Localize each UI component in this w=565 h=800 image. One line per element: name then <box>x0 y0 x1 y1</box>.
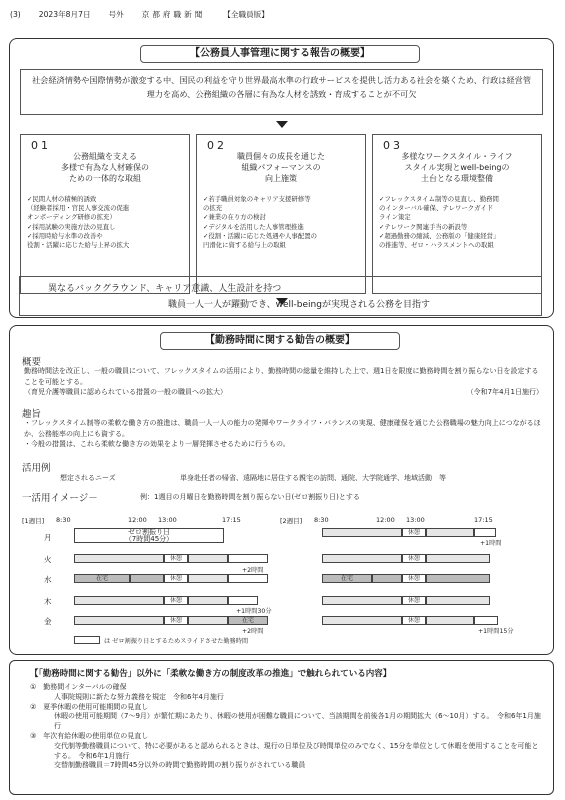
down-arrow-icon <box>276 121 288 128</box>
column-items: ✓フレックスタイム制等の見直し、勤務間 のインターバル確保、テレワークガイド ライン策定 ✓テレワーク関連手当の新設等 ✓超過勤務の縮減、公務版の「健康経営」 の推進等、ゼロ・ハラスメントへの取組 <box>379 195 500 250</box>
gaiyou-date: （令和7年4月1日施行） <box>466 388 543 396</box>
rest-bar: 休憩 <box>402 616 426 625</box>
report-summary: 社会経済情勢や国際情勢が激変する中、国民の利益を守り世界最高水準の行政サービスを提供し活力ある社会を築くため、行政は経営管理力を高め、公務組織の各層に有為な人材を誘致・育成することが不可欠 <box>20 69 543 115</box>
page-number: (3) <box>10 9 21 19</box>
list-item: ③ 年次有給休暇の使用単位の見直し <box>30 731 149 740</box>
legend-swatch <box>74 636 100 644</box>
rest-bar: 休憩 <box>402 554 426 563</box>
time-1715: 17:15 <box>474 516 493 524</box>
other-title: 【「勤務時間に関する勧告」以外に「柔軟な働き方の制度改革の推進」で触れられている内容】 <box>30 669 392 679</box>
edition-label: 【全職員版】 <box>223 9 269 19</box>
work-bar <box>426 528 474 537</box>
legend-note: は ゼロ割振り日とするためスライドさせた勤務時間 <box>104 638 249 645</box>
other-items-list <box>30 683 545 771</box>
masthead <box>10 8 555 20</box>
shushi-heading: 趣旨 <box>22 409 42 420</box>
list-item: 交替制勤務職員＝7時間45分以外の時間で勤務時間の割り振りがされている職員 <box>54 761 306 770</box>
advice-title: 【勤務時間に関する勧告の概要】 <box>160 332 400 350</box>
rest-bar: 休憩 <box>402 596 426 605</box>
work-bar <box>426 596 490 605</box>
work-bar <box>188 574 228 583</box>
image-desc: 例：1週目の月曜日を勤務時間を割り振らない日(ゼロ割振り日)とする <box>140 493 360 501</box>
work-bar <box>322 528 402 537</box>
image-heading: 一活用イメージ－ <box>22 493 98 504</box>
slide-bar <box>474 528 496 537</box>
work-bar <box>322 616 402 625</box>
issue-type: 号外 <box>108 9 124 19</box>
work-bar <box>74 554 164 563</box>
home-bar: 在宅 <box>74 574 130 583</box>
timeline-diagram <box>22 516 542 646</box>
report-title: 【公務員人事管理に関する報告の概要】 <box>140 45 420 63</box>
katsuyou-label: 想定されるニーズ <box>60 474 116 482</box>
work-bar <box>426 616 474 625</box>
home-bar: 在宅 <box>228 616 268 625</box>
rest-bar: 休憩 <box>164 596 188 605</box>
slide-bar <box>228 596 258 605</box>
gaiyou-heading: 概要 <box>22 357 42 368</box>
home-bar <box>426 574 490 583</box>
extra-time: +1時間 <box>480 540 502 547</box>
slide-bar <box>228 574 268 583</box>
time-1300: 13:00 <box>158 516 177 524</box>
work-bar <box>188 596 228 605</box>
conclusion-line-2: 職員一人一人が躍動でき、well-beingが実現される公務を目指す <box>168 300 430 310</box>
column-03 <box>372 134 542 294</box>
zero-label: ゼロ割振り日 <box>128 528 170 536</box>
work-bar <box>74 596 164 605</box>
list-item: ① 勤務間インターバルの確保 <box>30 683 127 691</box>
katsuyou-body: 単身赴任者の帰省、遠隔地に居住する親宅の訪問、通院、大学院通学、地域活動 等 <box>180 474 446 482</box>
column-number: 02 <box>207 139 227 152</box>
day-label: 水 <box>44 575 52 584</box>
extra-time: +2時間 <box>242 628 264 635</box>
column-items: ✓民間人材の積極的誘致 （経験者採用・官民人事交流の促進 オンボーディング研修の拡充） ✓採用試験の実施方法の見直し ✓採用時給与水準の改善や 役割・活躍に応じた給与上昇の拡大 <box>27 195 130 250</box>
katsuyou-heading: 活用例 <box>22 463 51 474</box>
week1-label: [1週目] <box>22 517 45 525</box>
list-item: ② 夏季休暇の使用可能期間の見直し <box>30 702 149 711</box>
rest-bar: 休憩 <box>164 574 188 583</box>
home-bar <box>372 574 402 583</box>
home-bar <box>130 574 164 583</box>
work-bar <box>322 596 402 605</box>
column-02 <box>196 134 366 294</box>
time-830: 8:30 <box>314 516 329 524</box>
home-bar: 在宅 <box>322 574 372 583</box>
shushi-body: ・フレックスタイム制等の柔軟な働き方の推進は、職員一人一人の能力の発揮やワークライフ・バランスの実現、健康確保を通じた公務職場の魅力向上につながるほか、公務能率の向上にも資する。 ・今般の措置は、これら柔軟な働き方の効果をより一層発揮させるために行うもの。 <box>24 419 541 448</box>
column-heading: 多様なワークスタイル・ライフ スタイル実現とwell-beingの 土台となる環境整備 <box>401 152 513 183</box>
time-1200: 12:00 <box>376 516 395 524</box>
slide-bar <box>228 554 268 563</box>
rest-bar: 休憩 <box>164 554 188 563</box>
list-item: 人事院規則に新たな努力義務を規定 令和6年4月施行 <box>54 692 224 701</box>
slide-bar <box>474 616 498 625</box>
extra-time: +2時間 <box>242 567 264 574</box>
day-label: 金 <box>44 617 52 626</box>
rest-bar: 休憩 <box>164 616 188 625</box>
column-01 <box>20 134 190 294</box>
work-bar <box>322 554 402 563</box>
paper-name: 京都府職新聞 <box>141 9 206 19</box>
column-heading: 公務組織を支える 多様で有為な人材確保の ための一体的な取組 <box>61 152 149 183</box>
extra-time: +1時間30分 <box>236 608 272 615</box>
list-item: 交代制等勤務職員について、特に必要があると認められるときは、現行の日単位及び時間単位のみでなく、15分を単位として休暇を使用することを可能とする。 令和6年1月施行 <box>54 741 539 760</box>
list-item: 休暇の使用可能期間（7～9月）が繁忙期にあたり、休暇の使用が困難な職員について、当該期間を前後各1月の期間拡大（6～10月）する。 令和6年1月施行 <box>54 712 541 731</box>
column-number: 03 <box>383 139 403 152</box>
work-bar <box>188 616 228 625</box>
time-830: 8:30 <box>56 516 71 524</box>
issue-date: 2023年8月7日 <box>38 9 91 19</box>
zero-sub: （7時間45分） <box>124 535 174 543</box>
work-bar <box>188 554 228 563</box>
time-1715: 17:15 <box>222 516 241 524</box>
time-1200: 12:00 <box>128 516 147 524</box>
column-heading: 職員個々の成長を通じた 組織パフォーマンスの 向上施策 <box>237 152 325 183</box>
rest-bar: 休憩 <box>402 528 426 537</box>
rest-bar: 休憩 <box>402 574 426 583</box>
time-1300: 13:00 <box>406 516 425 524</box>
work-bar <box>426 554 490 563</box>
conclusion-line-1: 異なるバックグラウンド、キャリア意識、人生設計を持つ <box>48 284 282 294</box>
week2-label: [2週目] <box>280 517 303 525</box>
column-items: ✓若手職員対象のキャリア支援研修等 の拡充 ✓兼業の在り方の検討 ✓デジタルを活用した人事管理推進 ✓役割・活躍に応じた処遇や人事配置の 円滑化に資する給与上の取組 <box>203 195 317 250</box>
conclusion-box <box>19 276 542 316</box>
day-label: 月 <box>44 533 52 542</box>
column-number: 01 <box>31 139 51 152</box>
day-label: 火 <box>44 555 52 564</box>
other-items-panel <box>9 660 554 795</box>
advice-panel <box>9 325 554 655</box>
extra-time: +1時間15分 <box>478 628 514 635</box>
gaiyou-body: 勤務時間法を改正し、一般の職員について、フレックスタイムの活用により、勤務時間の総量を維持した上で、週1日を限度に勤務時間を割り振らない日を設定することを可能とする。 （育児介護等職員に認められている措置の一般の職員への拡大） <box>24 367 539 396</box>
work-bar <box>74 616 164 625</box>
day-label: 木 <box>44 597 52 606</box>
zero-day-box <box>74 528 224 543</box>
